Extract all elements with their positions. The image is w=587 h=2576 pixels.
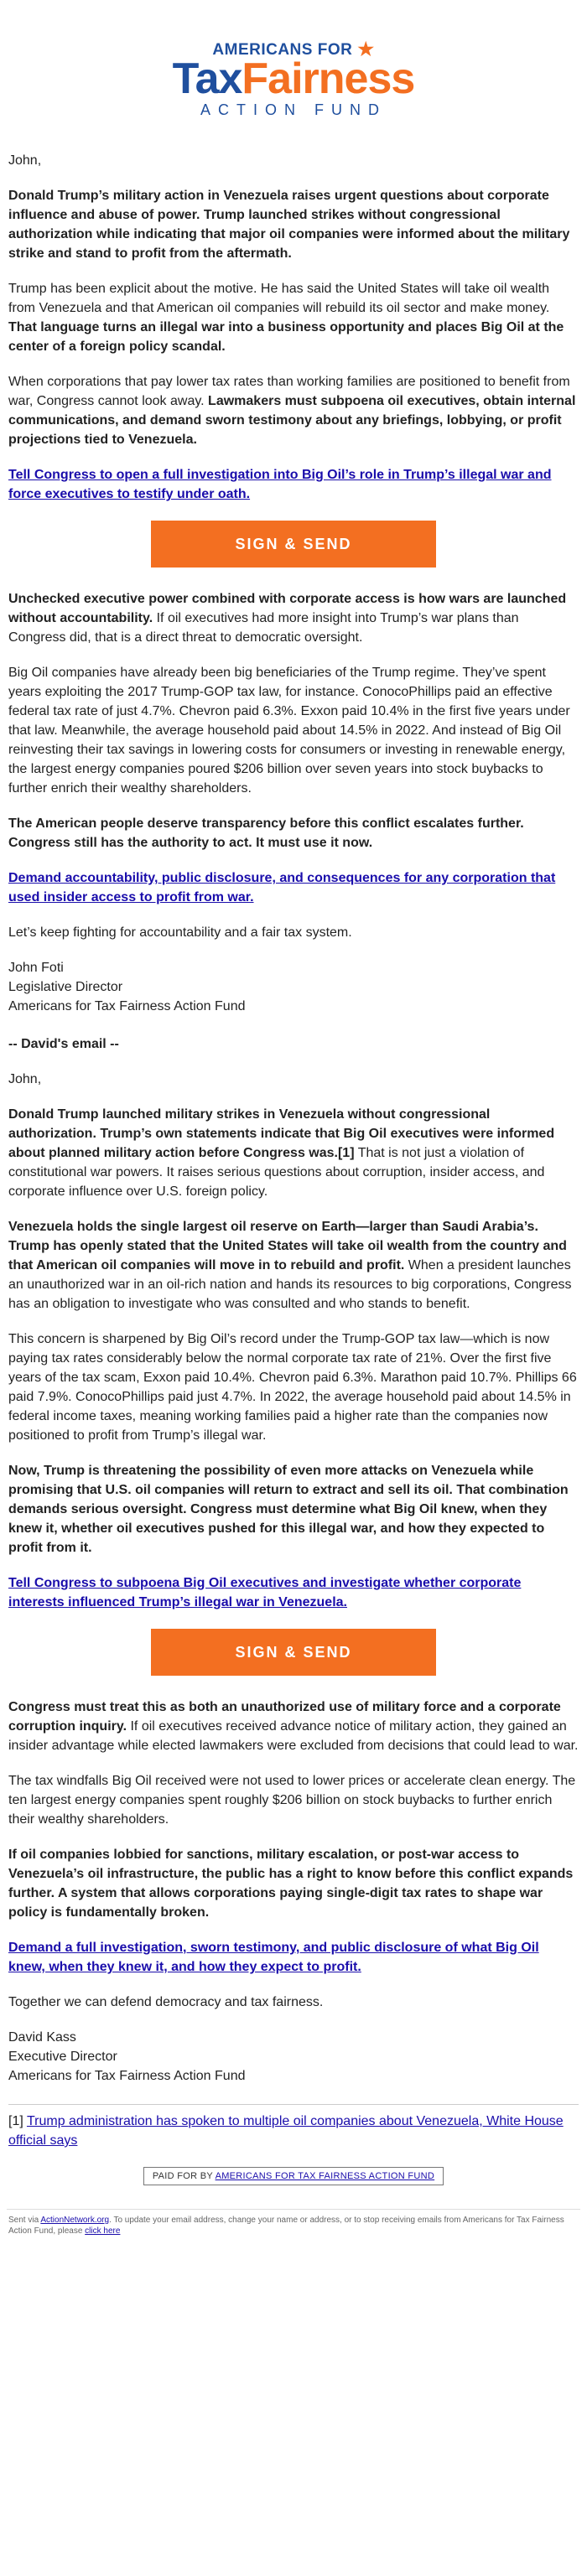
signature-title: Legislative Director xyxy=(8,980,123,994)
logo-top-text: AMERICANS FOR xyxy=(212,40,353,59)
paragraph-8-text: That is not just a violation of constitutional war powers. It raises serious questions about corruption, insider access, and corporate influence over U.S. foreign policy. xyxy=(8,1146,545,1199)
paragraph-link-2 xyxy=(8,868,579,907)
paragraph-link-1 xyxy=(8,465,579,504)
footnote-link[interactable]: Trump administration has spoken to multiple oil companies about Venezuela, White House official says xyxy=(8,2114,564,2148)
paragraph-4-bold: Unchecked executive power combined with corporate access is how wars are launched without accountability. xyxy=(8,592,567,625)
subpoena-link[interactable]: Tell Congress to subpoena Big Oil executives and investigate whether corporate interests influenced Trump’s illegal war in Venezuela. xyxy=(8,1576,522,1609)
paragraph-1-bold: Donald Trump’s military action in Venezuela raises urgent questions about corporate influence and abuse of power. Trump launched strikes without congressional authorization while indicating that major oil companies were informed about the military strike and stand to profit from the aftermath. xyxy=(8,189,570,261)
paragraph-link-4 xyxy=(8,1938,579,1977)
forwarded-email-header-text: -- David's email -- xyxy=(8,1037,119,1051)
investigation-link[interactable]: Tell Congress to open a full investigation into Big Oil’s role in Trump’s illegal war and force executives to testify under oath. xyxy=(8,468,552,501)
paragraph-11 xyxy=(8,1461,579,1558)
paid-for-prefix: PAID FOR BY xyxy=(152,2171,216,2181)
paragraph-9-bold: Venezuela holds the single largest oil reserve on Earth—larger than Saudi Arabia’s. Trump has openly stated that the United States will take oil wealth from the country and that American oil companies will move in to rebuild and profit. xyxy=(8,1220,567,1272)
greeting: John, xyxy=(8,153,42,168)
signature-2-title: Executive Director xyxy=(8,2050,117,2064)
paragraph-15: Together we can defend democracy and tax fairness. xyxy=(8,1995,324,2009)
signature-org: Americans for Tax Fairness Action Fund xyxy=(8,999,246,1013)
paragraph-3-text: When corporations that pay lower tax rates than working families are positioned to benefit from war, Congress cannot look away. xyxy=(8,375,570,408)
paragraph-4 xyxy=(8,589,579,647)
paragraph-9 xyxy=(8,1217,579,1314)
paragraph-6-bold: The American people deserve transparency before this conflict escalates further. Congress still has the authority to act. It must use it now. xyxy=(8,816,524,850)
signature-2-org: Americans for Tax Fairness Action Fund xyxy=(8,2069,246,2083)
paragraph-9-text: When a president launches an unauthorized war in an oil-rich nation and hands its resources to big corporations, Congress has an obligation to investigate who was consulted and who stands to benefit. xyxy=(8,1258,572,1311)
greeting-2: John, xyxy=(8,1072,42,1086)
paid-for-box xyxy=(143,2167,444,2185)
logo-header xyxy=(7,0,580,134)
sign-and-send-button[interactable]: SIGN & SEND xyxy=(151,521,436,568)
paragraph-link-3 xyxy=(8,1573,579,1612)
footnote-divider xyxy=(8,2104,579,2105)
footer-text: . To update your email address, change your name or address, or to stop receiving emails from Americans for Tax Fairness Action Fund, please xyxy=(8,2216,564,2236)
paid-for-wrapper xyxy=(8,2167,579,2185)
logo-fairness-text: Fairness xyxy=(242,54,415,103)
paragraph-8 xyxy=(8,1105,579,1201)
paragraph-2-text: Trump has been explicit about the motive. He has said the United States will take oil wealth from Venezuela and that American oil companies will rebuild its oil sector and make money. xyxy=(8,282,550,315)
paragraph-14-bold: If oil companies lobbied for sanctions, military escalation, or post-war access to Venezuela’s oil infrastructure, the public has a right to know before this conflict expands further. A system that allows corporations paying single-digit tax rates to shape war policy is fundamentally broken. xyxy=(8,1848,574,1920)
signature-1 xyxy=(8,958,579,1016)
footnote-marker: [1] xyxy=(8,2114,27,2128)
signature-name: John Foti xyxy=(8,961,64,975)
paragraph-12-bold: Congress must treat this as both an unauthorized use of military force and a corporate corruption inquiry. xyxy=(8,1700,561,1734)
accountability-link[interactable]: Demand accountability, public disclosure, and consequences for any corporation that used insider access to profit from war. xyxy=(8,871,556,904)
paragraph-12-text: If oil executives received advance notice of military action, they gained an insider advantage while elected lawmakers were excluded from decisions that could lead to war. xyxy=(8,1719,579,1753)
disclosure-link[interactable]: Demand a full investigation, sworn testimony, and public disclosure of what Big Oil knew, when they knew it, and how they expect to profit. xyxy=(8,1941,539,1974)
paragraph-3 xyxy=(8,372,579,449)
paragraph-3-bold: Lawmakers must subpoena oil executives, obtain internal communications, and demand sworn testimony about any briefings, lobbying, or profit projections tied to Venezuela. xyxy=(8,394,576,447)
logo-tax-text: Tax xyxy=(172,54,242,103)
signature-2-name: David Kass xyxy=(8,2030,76,2045)
paragraph-8-bold: Donald Trump launched military strikes in Venezuela without congressional authorization. Trump’s own statements indicate that Big Oil executives were informed about planned military action before Congress was.[1] xyxy=(8,1107,555,1160)
unsubscribe-link[interactable]: click here xyxy=(85,2226,121,2236)
paragraph-12 xyxy=(8,1697,579,1755)
paragraph-2-bold: That language turns an illegal war into a business opportunity and places Big Oil at the center of a foreign policy scandal. xyxy=(8,320,564,354)
cta-wrapper-2 xyxy=(8,1629,579,1676)
paragraph-11-bold: Now, Trump is threatening the possibility of even more attacks on Venezuela while promising that U.S. oil companies will return to extract and sell its oil. That combination demands serious oversight. Congress must determine what Big Oil knew, when they knew it, whether oil executives pushed for this illegal war, and how they expected to profit from it. xyxy=(8,1464,569,1555)
paragraph-2 xyxy=(8,279,579,356)
footer-sent-via: Sent via xyxy=(8,2216,41,2225)
paragraph-10: This concern is sharpened by Big Oil’s record under the Trump-GOP tax law—which is now paying tax rates considerably below the normal corporate tax rate of 21%. Over the first five years of the tax scam, Exxon paid 10.4%. Chevron paid 6.3%. Marathon paid 10.7%. Phillips 66 paid 7.9%. ConocoPhillips paid just 4.7%. In 2022, the average household paid about 14.5% in federal income taxes, meaning working families paid a higher rate than the companies now positioned to profit from Trump’s illegal war. xyxy=(8,1332,577,1443)
cta-wrapper-1 xyxy=(8,521,579,568)
logo-sub-text: ACTION FUND xyxy=(200,101,387,118)
footnote xyxy=(8,2112,579,2150)
paragraph-5: Big Oil companies have already been big beneficiaries of the Trump regime. They’ve spent years exploiting the 2017 Trump-GOP tax law, for instance. ConocoPhillips paid an effective federal tax rate of just 4.7%. Chevron paid 6.3%. Exxon paid 10.4% in the first five years under that law. Meanwhile, the average household paid about 14.5% in 2022. And instead of Big Oil reinvesting their tax savings in lowering costs for consumers or investing in renewable energy, the largest energy companies poured $206 billion over seven years into stock buybacks to further enrich their wealthy shareholders. xyxy=(8,666,570,796)
email-footer xyxy=(7,2209,580,2253)
paragraph-4-text: If oil executives had more insight into Trump’s war plans than Congress did, that is a direct threat to democratic oversight. xyxy=(8,611,519,645)
logo-main-line xyxy=(172,54,415,103)
sign-and-send-button-2[interactable]: SIGN & SEND xyxy=(151,1629,436,1676)
paragraph-14 xyxy=(8,1845,579,1922)
paid-for-link[interactable]: AMERICANS FOR TAX FAIRNESS ACTION FUND xyxy=(215,2171,435,2181)
paragraph-7: Let’s keep fighting for accountability and a fair tax system. xyxy=(8,925,352,940)
paragraph-6 xyxy=(8,814,579,853)
email-body xyxy=(7,151,580,2185)
star-icon: ★ xyxy=(357,39,375,60)
paragraph-13: The tax windfalls Big Oil received were not used to lower prices or accelerate clean energy. The ten largest energy companies spent roughly $206 billion on stock buybacks to further enrich their wealthy shareholders. xyxy=(8,1774,576,1827)
forwarded-email-header xyxy=(8,1034,579,1054)
atf-logo xyxy=(173,40,415,117)
paragraph-1 xyxy=(8,186,579,263)
signature-2 xyxy=(8,2028,579,2086)
action-network-link[interactable]: ActionNetwork.org xyxy=(40,2216,110,2225)
